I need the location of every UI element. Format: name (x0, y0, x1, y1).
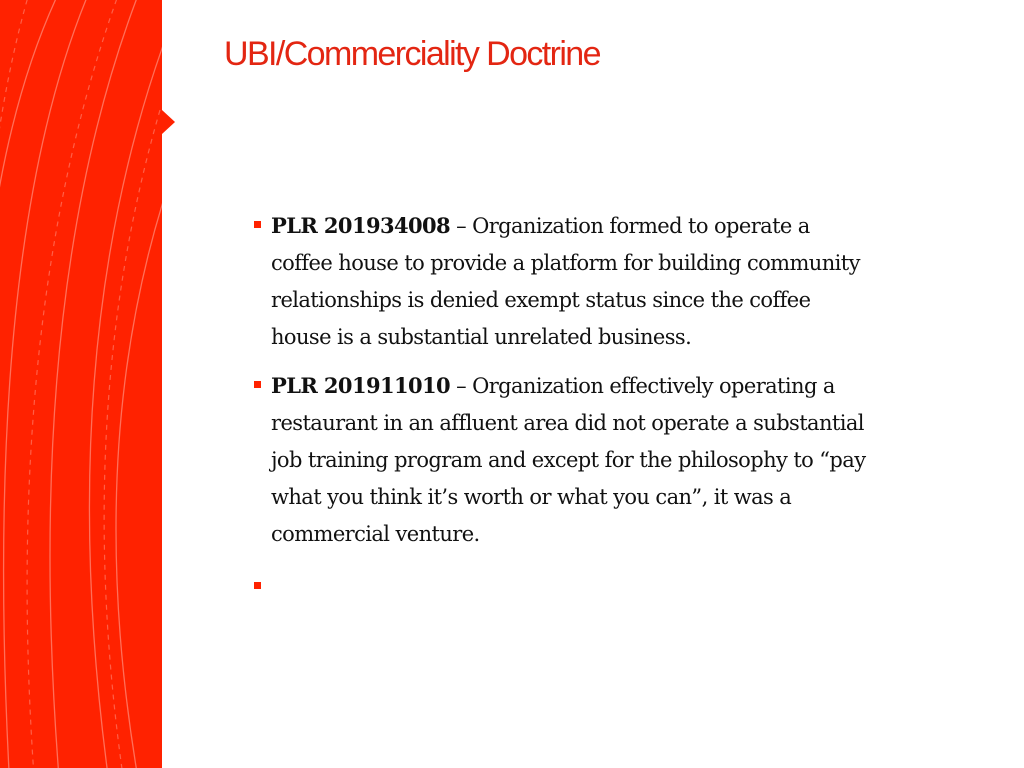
bullet-description: – Organization formed to operate a coffee house to provide a platform for building community relationships is denied exempt status since the coffee house is a substantial unrelated business. (271, 214, 860, 349)
plr-reference: PLR 201934008 (271, 213, 451, 238)
bullet-item-plr-201934008 (254, 207, 874, 356)
bullet-item-plr-201911010 (254, 367, 874, 553)
bullet-text (271, 207, 871, 356)
plr-reference: PLR 201911010 (271, 373, 451, 398)
decorative-red-band (0, 0, 162, 768)
slide-title: UBI/Commerciality Doctrine (224, 35, 600, 73)
square-bullet-icon (254, 381, 261, 388)
bullet-list (254, 207, 874, 615)
bullet-item-empty (254, 567, 874, 604)
square-bullet-icon (254, 582, 261, 589)
square-bullet-icon (254, 221, 261, 228)
bullet-description: – Organization effectively operating a restaurant in an affluent area did not operate a substantial job training program and except for the philosophy to “pay what you think it’s worth or what you can”, it was a commercial venture. (271, 374, 866, 546)
bullet-text (271, 367, 871, 553)
band-notch-arrow (162, 110, 175, 134)
curved-lines-pattern (0, 0, 162, 768)
